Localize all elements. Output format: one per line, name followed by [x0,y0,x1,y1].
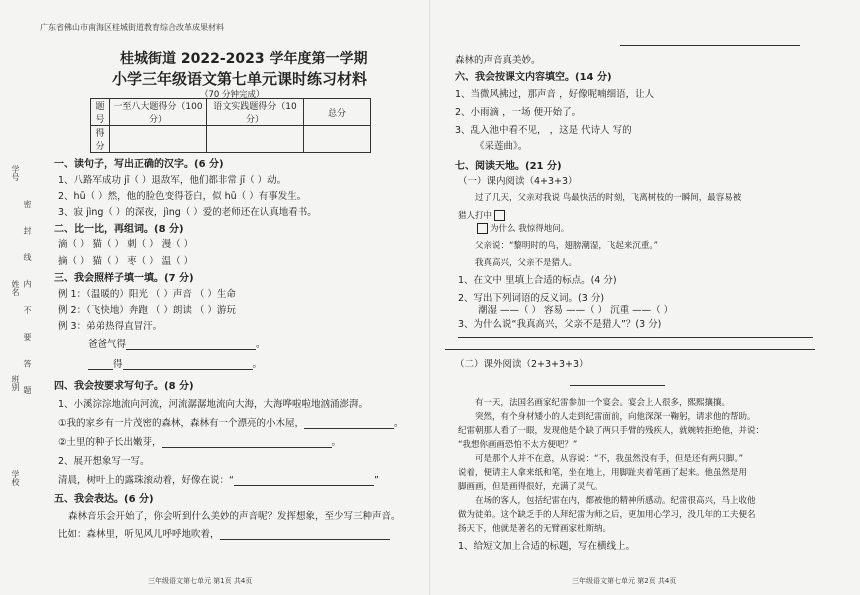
extra-passage-3: 纪雷朝那人看了一眼，发现他是个缺了两只手臂的残疾人，就婉转拒绝他，并说： [458,426,765,436]
score-header-practice: 语文实践题得分（10 分） [207,99,304,126]
section-5-line-2: 比如：森林里，听见风儿呼呼地吹着， [58,526,390,540]
extra-passage-8: 在场的客人，包括纪雷在内，都被他的精神所感动。纪雷很高兴，马上收他 [475,496,756,506]
extra-passage-10: 扬天下，他就是著名的无臂画家杜斯纳。 [458,524,612,534]
answer-blank[interactable] [220,529,390,540]
score-table [90,98,371,153]
section-6-line-2: 2、小雨滴 ，一场 便开始了。 [455,107,582,118]
question-1: 1、在文中 里填上合适的标点。(4 分) [458,275,617,286]
title-blank[interactable] [570,385,665,386]
passage-line-2: 猎人打中 [458,209,507,221]
answer-line[interactable] [620,45,800,46]
section-2-line-1: 滴（ ） 猫（ ） 刺（ ） 漫（ ） [58,239,194,250]
header-note: 广东省佛山市南海区桂城街道教育综合改革成果材料 [40,23,224,32]
question-2-items: 潮湿 ——（ ） 容易 ——（ ） 沉重 ——（ ） [478,305,674,316]
extra-passage-5: 可是那个人并不在意，从容说：“不，我虽然没有手，但是还有两只脚。” [475,454,744,464]
right-top-line: 森林的声音真美妙。 [455,55,541,66]
score-header-number: 题号 [91,99,110,126]
section-3-line-1: 例 1：（温暖的）阳光 （ ）声音 （ ）生命 [58,289,236,300]
answer-blank[interactable] [123,359,253,370]
section-4-line-3: ②土里的种子长出嫩芽， 。 [58,437,342,448]
section-5-line-1: 森林音乐会开始了，你会听到什么美妙的声音呢？发挥想象，至少写三种声音。 [68,511,401,522]
answer-blank[interactable] [88,359,113,370]
section-3-title: 三、我会照样子填一填。(7 分) [54,273,194,284]
section-3-line-5: 得 。 [88,356,262,370]
section-3-line-2: 例 2：（飞快地）奔跑 （ ）朗读 （ ）游玩 [58,305,236,316]
passage-line-1: 过了几天，父亲对我说 鸟最快活的时刻，飞离树枝的一瞬间，最容易被 [475,193,742,203]
page-footer-right: 三年级语文第七单元 第2页 共4页 [572,577,677,585]
extra-passage-1: 有一天，法国名画家纪雷参加一个宴会。宴会上人很多，熙熙攘攘。 [475,398,731,408]
score-header-main: 一至八大题得分（100 分） [110,99,207,126]
section-4-line-1: 1、小溪淙淙地流向河流，河流潺潺地流向大海，大海哗啦啦地汹涌澎湃。 [58,399,369,410]
passage-line-4: 父亲说：“黎明时的鸟，翅膀潮湿，飞起来沉重。” [475,241,659,251]
score-cell-practice[interactable] [207,126,304,153]
binding-school: 学校 [11,470,20,486]
score-header-total: 总分 [304,99,371,126]
punctuation-box[interactable] [494,210,505,221]
page-title: 桂城街道 2022-2023 学年度第一学期 [120,51,368,67]
score-row-label: 得分 [91,126,110,153]
section-3-line-3: 例 3：弟弟热得直冒汗。 [58,321,163,332]
section-6-line-4: 《采莲曲》。 [475,141,528,152]
punctuation-box[interactable] [477,223,488,234]
score-cell-main[interactable] [110,126,207,153]
section-5-title: 五、我会表达。(6 分) [54,494,154,505]
section-4-line-4: 2、展开想象写一写。 [58,456,150,467]
section-1-line-2: 2、hū（ ）然，他的脸色变得苍白，似 hū（ ）有事发生。 [58,191,307,202]
section-6-title: 六、我会按课文内容填空。(14 分) [455,72,612,83]
section-3-line-4: 爸爸气得 。 [88,339,266,350]
section-7-title: 七、阅读天地。(21 分) [455,161,562,172]
extra-passage-2: 突然，有个身材矮小的人走到纪雷面前，向他深深一鞠躬，请求他的帮助。 [475,412,756,422]
section-6-line-1: 1、当微风拂过，那声音 ，好像呢喃细语，让人 [455,89,655,100]
answer-blank[interactable] [304,418,394,429]
time-note: （70 分钟完成） [200,90,265,100]
section-4-title: 四、我会按要求写句子。(8 分) [54,381,194,392]
section-1-line-1: 1、八路军成功 jī（ ）退敌军，他们都非常 jī（ ）动。 [58,175,287,186]
passage-line-3: 为什么 我惊得地问。 [475,222,569,234]
section-2-title: 二、比一比，再组词。(8 分) [54,224,184,235]
answer-line[interactable] [458,337,813,338]
binding-name: 姓名 [11,280,20,296]
passage-line-5: 我真高兴，父亲不是猎人。 [475,258,578,268]
binding-seal-line: 密 封 线 内 不 要 答 题 [23,200,32,402]
section-1-line-3: 3、寂 jìng（ ）的深夜，jìng（ ）爱的老师还在认真地看书。 [58,207,317,218]
extra-passage-9: 做为徒弟。这个缺乏手的人拜纪雷为师之后，更加用心学习，没几年的工夫便名 [458,510,756,520]
answer-blank[interactable] [126,339,256,350]
section-7-sub-1: （一）课内阅读（4+3+3） [458,176,578,187]
extra-passage-4: “我想你画画恐怕不太方便吧？” [458,440,578,450]
page-fold [429,0,430,595]
binding-class: 班别 [11,375,20,391]
answer-blank[interactable] [162,437,332,448]
divider [445,349,815,350]
section-4-line-5: 清晨，树叶上的露珠滚动着，好像在说：“ ” [58,475,379,486]
question-3: 3、为什么说“我真高兴，父亲不是猎人”？(3 分) [458,319,662,330]
answer-blank[interactable] [234,475,374,486]
extra-passage-6: 说着，便请主人拿来纸和笔，坐在地上，用脚趾夹着笔画了起来。他虽然是用 [458,468,748,478]
binding-number: 学号 [11,165,20,181]
section-2-line-2: 摘（ ） 猫（ ） 枣（ ） 温（ ） [58,256,194,267]
question-2: 2、写出下列词语的反义词。(3 分) [458,293,605,304]
section-1-title: 一、读句子，写出正确的汉字。(6 分) [54,159,224,170]
section-6-line-3: 3、乱入池中看不见， ，这是 代诗人 写的 [455,125,632,136]
page-subtitle: 小学三年级语文第七单元课时练习材料 [112,70,368,88]
section-4-line-2: ①我的家乡有一片茂密的森林，森林有一个漂亮的小木屋， 。 [58,418,404,429]
page-footer-left: 三年级语文第七单元 第1页 共4页 [148,577,253,585]
extra-passage-7: 脚画画，但是画得很好，充满了灵气。 [458,482,603,492]
score-cell-total[interactable] [304,126,371,153]
section-7-sub-2: （二）课外阅读（2+3+3+3） [455,359,589,370]
extra-question-1: 1、给短文加上合适的标题，写在横线上。 [458,541,636,552]
